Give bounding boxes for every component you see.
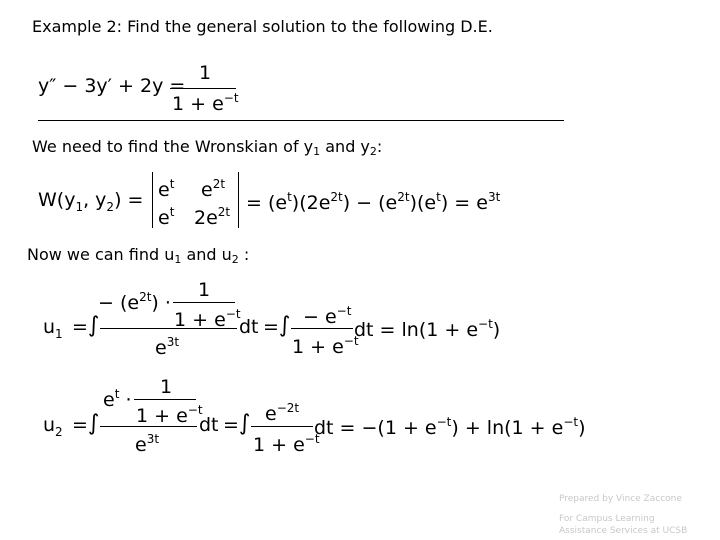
u1-integral-sign-2: ∫ bbox=[279, 313, 291, 338]
u1-equals: = bbox=[72, 316, 88, 338]
u2-inner-denominator: $1 + e^{-t}$ bbox=[136, 403, 203, 427]
u2-result: dt = $-(1 + e^{-t}) + \ln(1 + e^{-t})$ bbox=[314, 415, 586, 439]
de-fraction-bar bbox=[170, 88, 236, 89]
matrix-cell-22: $2e^{2t}$ bbox=[194, 205, 231, 229]
determinant-right-bar bbox=[238, 172, 239, 228]
matrix-cell-21: $e^t$ bbox=[158, 205, 175, 229]
credit-line-1: Prepared by Vince Zaccone bbox=[559, 494, 682, 504]
u2-dt: dt bbox=[199, 414, 219, 436]
u2-inner-numerator: 1 bbox=[160, 376, 173, 398]
u2-equals-2: = bbox=[223, 414, 239, 436]
u1-lhs: $u_1$ bbox=[43, 316, 63, 341]
wronskian-rhs: = $(e^t)(2e^{2t}) - (e^{2t})(e^t) = e^{3t}$ bbox=[246, 190, 501, 214]
u1-second-denominator: $1 + e^{-t}$ bbox=[292, 334, 359, 358]
u2-outer-numerator: $e^t$ · bbox=[103, 387, 132, 411]
wronskian-intro: We need to find the Wronskian of y1 and y2: bbox=[32, 137, 383, 158]
u2-lhs: $u_2$ bbox=[43, 414, 63, 439]
matrix-cell-11: $e^t$ bbox=[158, 177, 175, 201]
u2-outer-denominator: $e^{3t}$ bbox=[135, 432, 160, 456]
u2-equals: = bbox=[72, 414, 88, 436]
u1-inner-denominator: $1 + e^{-t}$ bbox=[174, 307, 241, 331]
u-intro: Now we can find u1 and u2 : bbox=[27, 245, 250, 266]
slide-title: Example 2: Find the general solution to the following D.E. bbox=[32, 17, 493, 36]
determinant-left-bar bbox=[152, 172, 153, 228]
u2-outer-fraction-bar bbox=[100, 426, 197, 427]
u1-second-fraction-bar bbox=[291, 328, 353, 329]
u1-outer-denominator: $e^{3t}$ bbox=[155, 335, 180, 359]
u2-second-fraction-bar bbox=[251, 426, 313, 427]
section-divider bbox=[38, 120, 564, 121]
u1-outer-fraction-bar bbox=[100, 328, 237, 329]
u1-dt: dt bbox=[239, 316, 259, 338]
u1-result: dt = $\ln(1 + e^{-t})$ bbox=[354, 317, 501, 341]
credit-line-2: For Campus Learning bbox=[559, 514, 655, 524]
u2-second-numerator: $e^{-2t}$ bbox=[265, 401, 300, 425]
u2-integral-sign-2: ∫ bbox=[239, 411, 251, 436]
u2-second-denominator: $1 + e^{-t}$ bbox=[253, 432, 320, 456]
u1-equals-2: = bbox=[263, 316, 279, 338]
u1-outer-numerator: − $(e^{2t})$ · bbox=[98, 290, 171, 314]
u1-inner-fraction-bar bbox=[173, 302, 235, 303]
de-numerator: 1 bbox=[199, 62, 212, 84]
u1-integral-sign: ∫ bbox=[88, 313, 100, 338]
u1-inner-numerator: 1 bbox=[198, 279, 211, 301]
matrix-cell-12: $e^{2t}$ bbox=[201, 177, 226, 201]
de-lhs: y″ − 3y′ + 2y = bbox=[38, 75, 186, 97]
u2-integral-sign: ∫ bbox=[88, 411, 100, 436]
u2-inner-fraction-bar bbox=[134, 399, 196, 400]
u1-second-numerator: − $e^{-t}$ bbox=[303, 304, 352, 328]
de-denominator: $1 + e^{-t}$ bbox=[172, 91, 239, 115]
wronskian-lhs: $W(y_1$, $y_2$) = bbox=[38, 189, 144, 214]
credit-line-3: Assistance Services at UCSB bbox=[559, 526, 688, 536]
